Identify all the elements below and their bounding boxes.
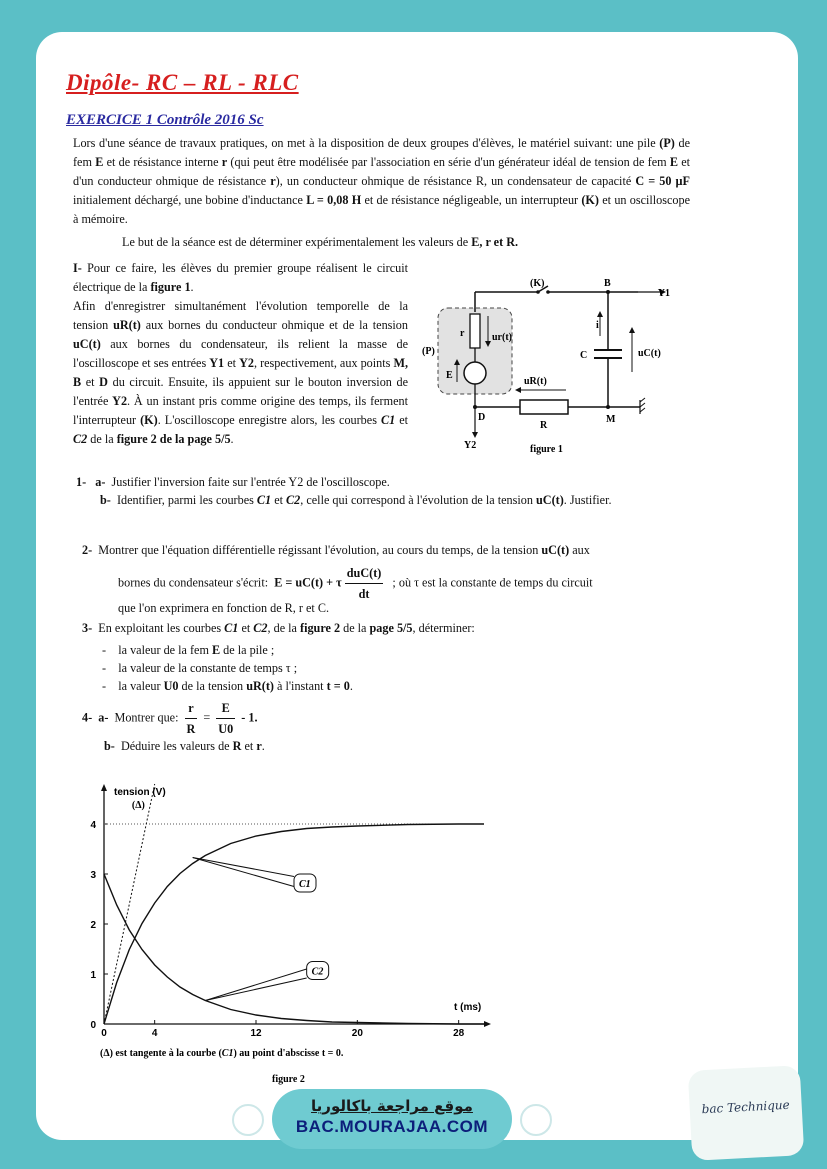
- label-uc: uC(t): [638, 348, 661, 359]
- label-b: B: [604, 278, 611, 289]
- chart-axes: [101, 784, 491, 1027]
- site-logo-right: [520, 1104, 552, 1136]
- site-banner[interactable]: [272, 1089, 512, 1149]
- label-c: C: [580, 350, 588, 361]
- label-ur-resistor: uR(t): [524, 376, 547, 387]
- label-y2: Y2: [464, 440, 477, 451]
- series-c2: [104, 874, 484, 1024]
- y-tick-label: 4: [90, 820, 96, 831]
- page-title: Dipôle- RC – RL - RLC: [66, 70, 299, 95]
- resistor-r: [520, 400, 568, 414]
- x-tick-label: 0: [101, 1028, 107, 1039]
- label-e: E: [446, 370, 453, 381]
- question-4b: b- Déduire les valeurs de R et r.: [104, 739, 265, 753]
- exercise-subtitle: EXERCICE 1 Contrôle 2016 Sc: [66, 112, 264, 128]
- x-axis-label: t (ms): [454, 1002, 482, 1013]
- c1-leader: [193, 858, 294, 877]
- c2-leader: [205, 978, 306, 1001]
- question-2-equation: bornes du condensateur s'écrit: E = uC(t) + τ $\frac{\text{duC(t)}}{dt}$ ; où τ est la constante de temps du circuit: [118, 563, 698, 604]
- x-tick-label: 4: [151, 1028, 158, 1039]
- site-url-link[interactable]: BAC.MOURAJAA.COM: [295, 1117, 489, 1136]
- label-ur: ur(t): [492, 332, 512, 343]
- question-3: 3- En exploitant les courbes C1 et C2, de la figure 2 de la page 5/5, déterminer:: [82, 621, 475, 635]
- part1-paragraph: I- Pour ce faire, les élèves du premier groupe réalisent le circuit électrique de la figure 1. Afin d'enregistrer simultanément l'évolution temporelle de la tension uR(t) aux bornes du conducteur ohmique et de la tension uC(t) aux bornes du condensateur, ils relient la masse de l'oscilloscope et ses entrées Y1 et Y2, respectivement, aux points M, B et D du circuit. Ensuite, ils appuient sur le bouton inversion de l'entrée Y2. À un instant pris comme origine des temps, ils ferment l'interrupteur (K). L'oscilloscope enregistre alors, les courbes C1 et C2 de la figure 2 de la page 5/5.: [73, 261, 408, 446]
- question-3-item-3: - la valeur U0 de la tension uR(t) à l'instant t = 0.: [102, 679, 353, 693]
- intro-paragraph: Lors d'une séance de travaux pratiques, on met à la disposition de deux groupes d'élèves, le matériel suivant: une pile (P) de fem E et de résistance interne r (qui peut être modélisée par l'association en série d'un générateur idéal de tension de fem E et d'un conducteur ohmique de résistance r), un conducteur ohmique de résistance R, un condensateur de capacité C = 50 µF initialement déchargé, une bobine d'inductance L = 0,08 H et de résistance négligeable, un interrupteur (K) et un oscilloscope à mémoire.: [73, 136, 691, 226]
- question-2-line3: que l'on exprimera en fonction de R, r et C.: [118, 601, 330, 615]
- question-1a: 1- a- Justifier l'inversion faite sur l'entrée Y2 de l'oscilloscope.: [76, 475, 390, 489]
- series-c1: [104, 824, 484, 1024]
- question-4a: 4- a- Montrer que: $\frac{r}{R}$ = $\frac{E}{U0}$ - 1.: [82, 698, 682, 739]
- y-tick-label: 1: [90, 970, 96, 981]
- tangent-label: (Δ): [131, 800, 145, 811]
- x-tick-label: 28: [453, 1028, 465, 1039]
- x-tick-label: 20: [351, 1028, 363, 1039]
- circuit-diagram: [420, 272, 670, 462]
- question-2: 2- Montrer que l'équation différentielle régissant l'évolution, au cours du temps, de la tension uC(t) aux: [82, 543, 590, 557]
- badge-text: bac Technique: [701, 1097, 791, 1117]
- c2-leader: [205, 969, 306, 1001]
- x-axis-arrow: [484, 1021, 491, 1027]
- question-1b: b- Identifier, parmi les courbes C1 et C2, celle qui correspond à l'évolution de la tension uC(t). Justifier.: [100, 493, 612, 507]
- y-axis-label: tension (V): [114, 787, 166, 798]
- chart-series: [104, 784, 484, 1024]
- label-p: (P): [422, 346, 435, 357]
- ideal-generator: [464, 362, 486, 384]
- label-k: (K): [530, 278, 545, 289]
- y-tick-label: 3: [90, 870, 96, 881]
- y-tick-label: 0: [90, 1020, 96, 1031]
- bac-technique-badge: [688, 1065, 805, 1161]
- figure1-caption: figure 1: [530, 444, 563, 455]
- goal-paragraph: Le but de la séance est de déterminer expérimentalement les valeurs de E, r et R.: [122, 235, 519, 249]
- series-tangent: [104, 784, 155, 1024]
- site-logo-left: [232, 1104, 264, 1136]
- question-3-item-1: - la valeur de la fem E de la pile ;: [102, 643, 275, 657]
- site-name-arabic: موقع مراجعة باكالوريا: [311, 1097, 473, 1115]
- label-y1: Y1: [657, 288, 670, 299]
- c2-label: C2: [311, 966, 324, 978]
- label-r-internal: r: [460, 328, 465, 339]
- c1-label: C1: [299, 879, 311, 890]
- figure2-caption: figure 2: [272, 1074, 305, 1085]
- label-r: R: [540, 420, 548, 431]
- internal-resistor: [470, 314, 480, 348]
- figure2-chart: [80, 772, 500, 1090]
- c1-leader: [193, 858, 294, 887]
- label-i: i: [596, 320, 599, 331]
- question-3-item-2: - la valeur de la constante de temps τ ;: [102, 661, 298, 675]
- label-d: D: [478, 412, 486, 423]
- x-tick-label: 12: [250, 1028, 262, 1039]
- y-tick-label: 2: [90, 920, 96, 931]
- chart-note: (Δ) est tangente à la courbe (C1) au point d'abscisse t = 0.: [100, 1048, 344, 1059]
- label-m: M: [606, 414, 616, 425]
- y-axis-arrow: [101, 784, 107, 791]
